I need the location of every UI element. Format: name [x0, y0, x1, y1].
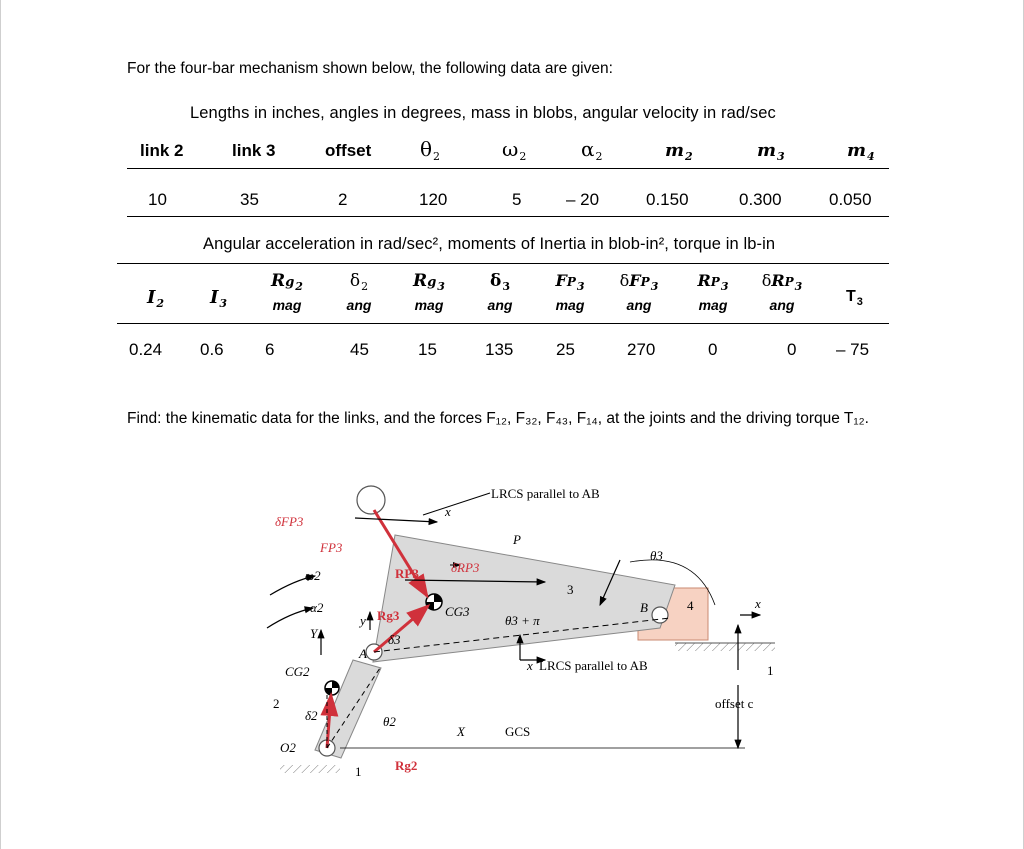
- ground-1-label: 1: [355, 764, 362, 779]
- coupler-link: [373, 535, 675, 662]
- FP3-label: FP3: [320, 540, 343, 555]
- omega2-label: ω2: [305, 568, 321, 583]
- t2-value: 270: [627, 340, 656, 359]
- d3-label: δ3: [388, 632, 401, 647]
- t2-value: 0.24: [129, 340, 163, 359]
- t2-value: 0.6: [200, 340, 224, 359]
- t2-header-dRP3: δRP$_3$ ang: [761, 271, 803, 313]
- t2-header-RP3: $RP_3$ mag: [697, 271, 729, 313]
- t1-value: 2: [338, 190, 348, 209]
- pin-B: [652, 607, 668, 623]
- alpha2-label: α2: [310, 600, 324, 615]
- lrcs-bottom-label: LRCS parallel to AB: [539, 658, 648, 673]
- t2-value: 45: [350, 340, 369, 359]
- theta2-label: θ2: [383, 714, 396, 729]
- Y-axis-label: Y: [310, 626, 318, 641]
- t1-header-m4: $m_4$: [847, 140, 875, 163]
- intro-text: For the four-bar mechanism shown below, the following data are given:: [127, 60, 613, 77]
- theta3-label: θ3: [650, 548, 663, 563]
- link3-label: 3: [567, 582, 574, 597]
- t1-value: – 20: [566, 190, 600, 209]
- t1-value: 35: [240, 190, 259, 209]
- t1-value: 0.050: [829, 190, 872, 209]
- t2-header-dFP3: δFP$_3$ ang: [619, 271, 659, 313]
- table2-header-rule: [117, 323, 889, 324]
- Rg3-label: Rg3: [377, 608, 400, 623]
- link4-label: 4: [687, 598, 694, 613]
- t1-value: 5: [512, 190, 522, 209]
- dFP3-label: δFP3: [275, 514, 304, 529]
- cg3-label: CG3: [445, 604, 470, 619]
- t1-value: 120: [419, 190, 448, 209]
- t2-header-Rg2: $Rg_2$ mag: [271, 271, 303, 313]
- x-top-label: x: [445, 504, 451, 519]
- t1-header-offset: offset: [325, 141, 372, 160]
- lrcs-top-label: LRCS parallel to AB: [491, 486, 600, 501]
- t2-header-d2: $\delta_2$ ang: [346, 271, 372, 313]
- t2-value: 25: [556, 340, 575, 359]
- x-right-label: x: [755, 596, 761, 611]
- ground-hatch-bottom: [280, 765, 340, 773]
- t1-value: 10: [148, 190, 167, 209]
- t2-value: 6: [265, 340, 275, 359]
- link2-label: 2: [273, 696, 280, 711]
- dRP3-label: δRP3: [451, 560, 480, 575]
- t2-header-FP3: $FP_3$ mag: [555, 271, 585, 313]
- t1-header-link2: link 2: [140, 141, 184, 160]
- find-text: Find: the kinematic data for the links, and the forces F₁₂, F₃₂, F₄₃, F₁₄, at the joints and the driving torque T₁₂.: [127, 410, 869, 427]
- ground-hatch-right: [675, 643, 775, 651]
- t2-header-I2: $I_2$: [147, 287, 165, 310]
- t2-value: – 75: [836, 340, 870, 359]
- y-axis-label: y: [360, 613, 366, 628]
- t1-header-m2: $m_2$: [665, 140, 693, 163]
- t2-value: 0: [787, 340, 797, 359]
- mechanism-diagram: [255, 480, 775, 780]
- t1-header-m3: $m_3$: [757, 140, 785, 163]
- t1-header-link3: link 3: [232, 141, 276, 160]
- t2-value: 15: [418, 340, 437, 359]
- table1-header-rule: [127, 168, 889, 169]
- t2-header-d3: $\delta_3$ ang: [487, 271, 513, 313]
- point-A-label: A: [359, 646, 367, 661]
- t1-header-alpha2: $\alpha_2$: [581, 137, 603, 163]
- t2-header-T3: $T_3$: [846, 288, 863, 308]
- table2-caption: Angular acceleration in rad/sec², moments of Inertia in blob-in², torque in lb-in: [203, 235, 776, 253]
- RP3-label: RP3: [395, 566, 419, 581]
- t1-value: 0.150: [646, 190, 689, 209]
- t1-header-omega2: $\omega_2$: [502, 137, 527, 163]
- table1-caption: Lengths in inches, angles in degrees, mass in blobs, angular velocity in rad/sec: [190, 104, 776, 122]
- O2-label: O2: [280, 740, 296, 755]
- t1-value: 0.300: [739, 190, 782, 209]
- ground-1-right-label: 1: [767, 663, 774, 678]
- pin-top: [357, 486, 385, 514]
- d2-label: δ2: [305, 708, 318, 723]
- t2-header-I3: $I_3$: [210, 287, 228, 310]
- Rg2-label: Rg2: [395, 758, 418, 773]
- t2-value: 135: [485, 340, 514, 359]
- x-lrcs-label: x: [527, 658, 533, 673]
- X-gcs-label: X: [457, 724, 465, 739]
- t1-header-theta2: $\theta_2$: [420, 137, 441, 163]
- cg2-label: CG2: [285, 664, 310, 679]
- gcs-label: GCS: [505, 724, 531, 739]
- point-P-label: P: [513, 532, 521, 547]
- table2-top-rule: [117, 263, 889, 264]
- point-B-label: B: [640, 600, 648, 615]
- t2-value: 0: [708, 340, 718, 359]
- offset-label: offset c: [715, 696, 754, 711]
- theta3-pi-label: θ3 + π: [505, 613, 540, 628]
- table1-bottom-rule: [127, 216, 889, 217]
- t2-header-Rg3: $Rg_3$ mag: [413, 271, 445, 313]
